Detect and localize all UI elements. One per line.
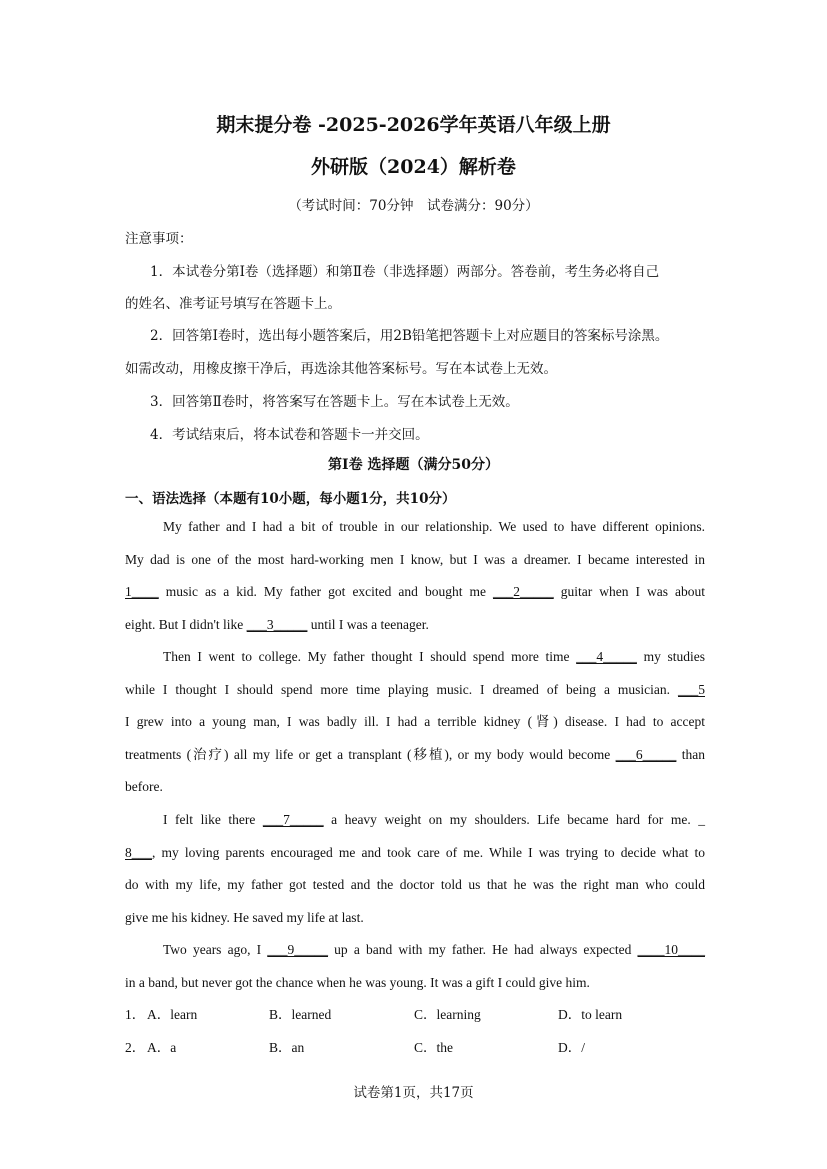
passage-line: Then I went to college. My father thought I should spend more time ___4_____ my studies: [125, 641, 705, 674]
notice-line: 如需改动，用橡皮擦干净后，再选涂其他答案标号。写在本试卷上无效。: [125, 361, 557, 377]
option-c[interactable]: C．learning: [414, 1007, 481, 1022]
option-b[interactable]: B．learned: [269, 1007, 332, 1022]
passage-paragraph-1: [125, 511, 705, 641]
question-row: [125, 999, 725, 1032]
option-a[interactable]: A．a: [147, 1039, 177, 1055]
question-row: [125, 1032, 725, 1065]
passage-line: in a band, but never got the chance when he was young. It was a gift I could give him.: [125, 974, 590, 990]
passage-line: do with my life, my father got tested and the doctor told us that he was the right man who could: [125, 877, 705, 892]
part-title: 一、语法选择（本题有10小题，每小题1分，共10分）: [125, 491, 456, 507]
passage-line: I felt like there ___7_____ a heavy weight on my shoulders. Life became hard for me. _: [125, 804, 705, 837]
blank-5[interactable]: ___5: [678, 681, 705, 697]
passage-line: 1____ music as a kid. My father got excited and bought me ___2_____ guitar when I was about: [125, 576, 705, 609]
question-number: 2．: [125, 1039, 146, 1055]
passage-line: 8___, my loving parents encouraged me and took care of me. While I was trying to decide what to: [125, 837, 705, 870]
passage-paragraph-3: [125, 804, 705, 934]
option-d[interactable]: D．to learn: [558, 1007, 623, 1022]
option-d[interactable]: D．/: [558, 1039, 585, 1055]
blank-2[interactable]: ___2_____: [492, 584, 554, 599]
passage-line: Two years ago, I ___9_____ up a band with my father. He had always expected ____10____: [125, 934, 705, 967]
blank-4[interactable]: ___4_____: [576, 649, 637, 664]
passage-line: before.: [125, 779, 163, 794]
notice-heading: 注意事项：: [125, 231, 193, 247]
passage-line: I grew into a young man, I was badly ill. I had a terrible kidney (肾) disease. I had to accept: [125, 714, 705, 729]
notice-line: 1．本试卷分第Ⅰ卷（选择题）和第Ⅱ卷（非选择题）两部分。答卷前，考生务必将自己: [150, 264, 660, 280]
blank-6[interactable]: ___6_____: [615, 746, 677, 762]
option-a[interactable]: A．learn: [147, 1007, 198, 1022]
option-b[interactable]: B．an: [269, 1039, 305, 1055]
passage-paragraph-2: [125, 641, 705, 804]
page-footer: 试卷第1页，共17页: [353, 1085, 474, 1101]
page-title: 期末提分卷 -2025-2026学年英语八年级上册: [216, 114, 611, 136]
passage-line: My father and I had a bit of trouble in our relationship. We used to have different opinions.: [163, 519, 705, 534]
page-subtitle: 外研版（2024）解析卷: [311, 156, 516, 178]
passage-line: give me his kidney. He saved my life at last.: [125, 909, 364, 925]
blank-7[interactable]: ___7_____: [262, 812, 324, 827]
question-number: 1．: [125, 1007, 146, 1022]
blank-9[interactable]: ___9_____: [267, 942, 329, 957]
section-title: 第Ⅰ卷 选择题（满分50分）: [328, 457, 499, 473]
passage-paragraph-4: [125, 934, 705, 999]
notice-line: 的姓名、准考证号填写在答题卡上。: [125, 296, 341, 312]
notice-line: 3．回答第Ⅱ卷时，将答案写在答题卡上。写在本试卷上无效。: [150, 394, 519, 410]
blank-3[interactable]: ___3_____: [246, 616, 308, 632]
passage-line: treatments (治疗) all my life or get a transplant (移植), or my body would become ___6_____ than: [125, 739, 705, 772]
notice-line: 2．回答第Ⅰ卷时，选出每小题答案后，用2B铅笔把答题卡上对应题目的答案标号涂黑。: [150, 328, 669, 344]
blank-10[interactable]: ____10____: [637, 942, 705, 957]
blank-1[interactable]: 1____: [125, 584, 159, 599]
option-c[interactable]: C．the: [414, 1039, 453, 1055]
notice-line: 4．考试结束后，将本试卷和答题卡一并交回。: [150, 427, 429, 443]
question-options: [125, 999, 725, 1064]
blank-8[interactable]: 8___: [125, 844, 152, 860]
passage-line: eight. But I didn't like ___3_____ until I was a teenager.: [125, 609, 705, 642]
exam-info: （考试时间：70分钟 试卷满分：90分）: [288, 198, 539, 214]
passage-line: while I thought I should spend more time playing music. I dreamed of being a musician. ___5: [125, 674, 705, 707]
passage-line: My dad is one of the most hard-working men I know, but I was a dreamer. I became interested in: [125, 551, 705, 567]
